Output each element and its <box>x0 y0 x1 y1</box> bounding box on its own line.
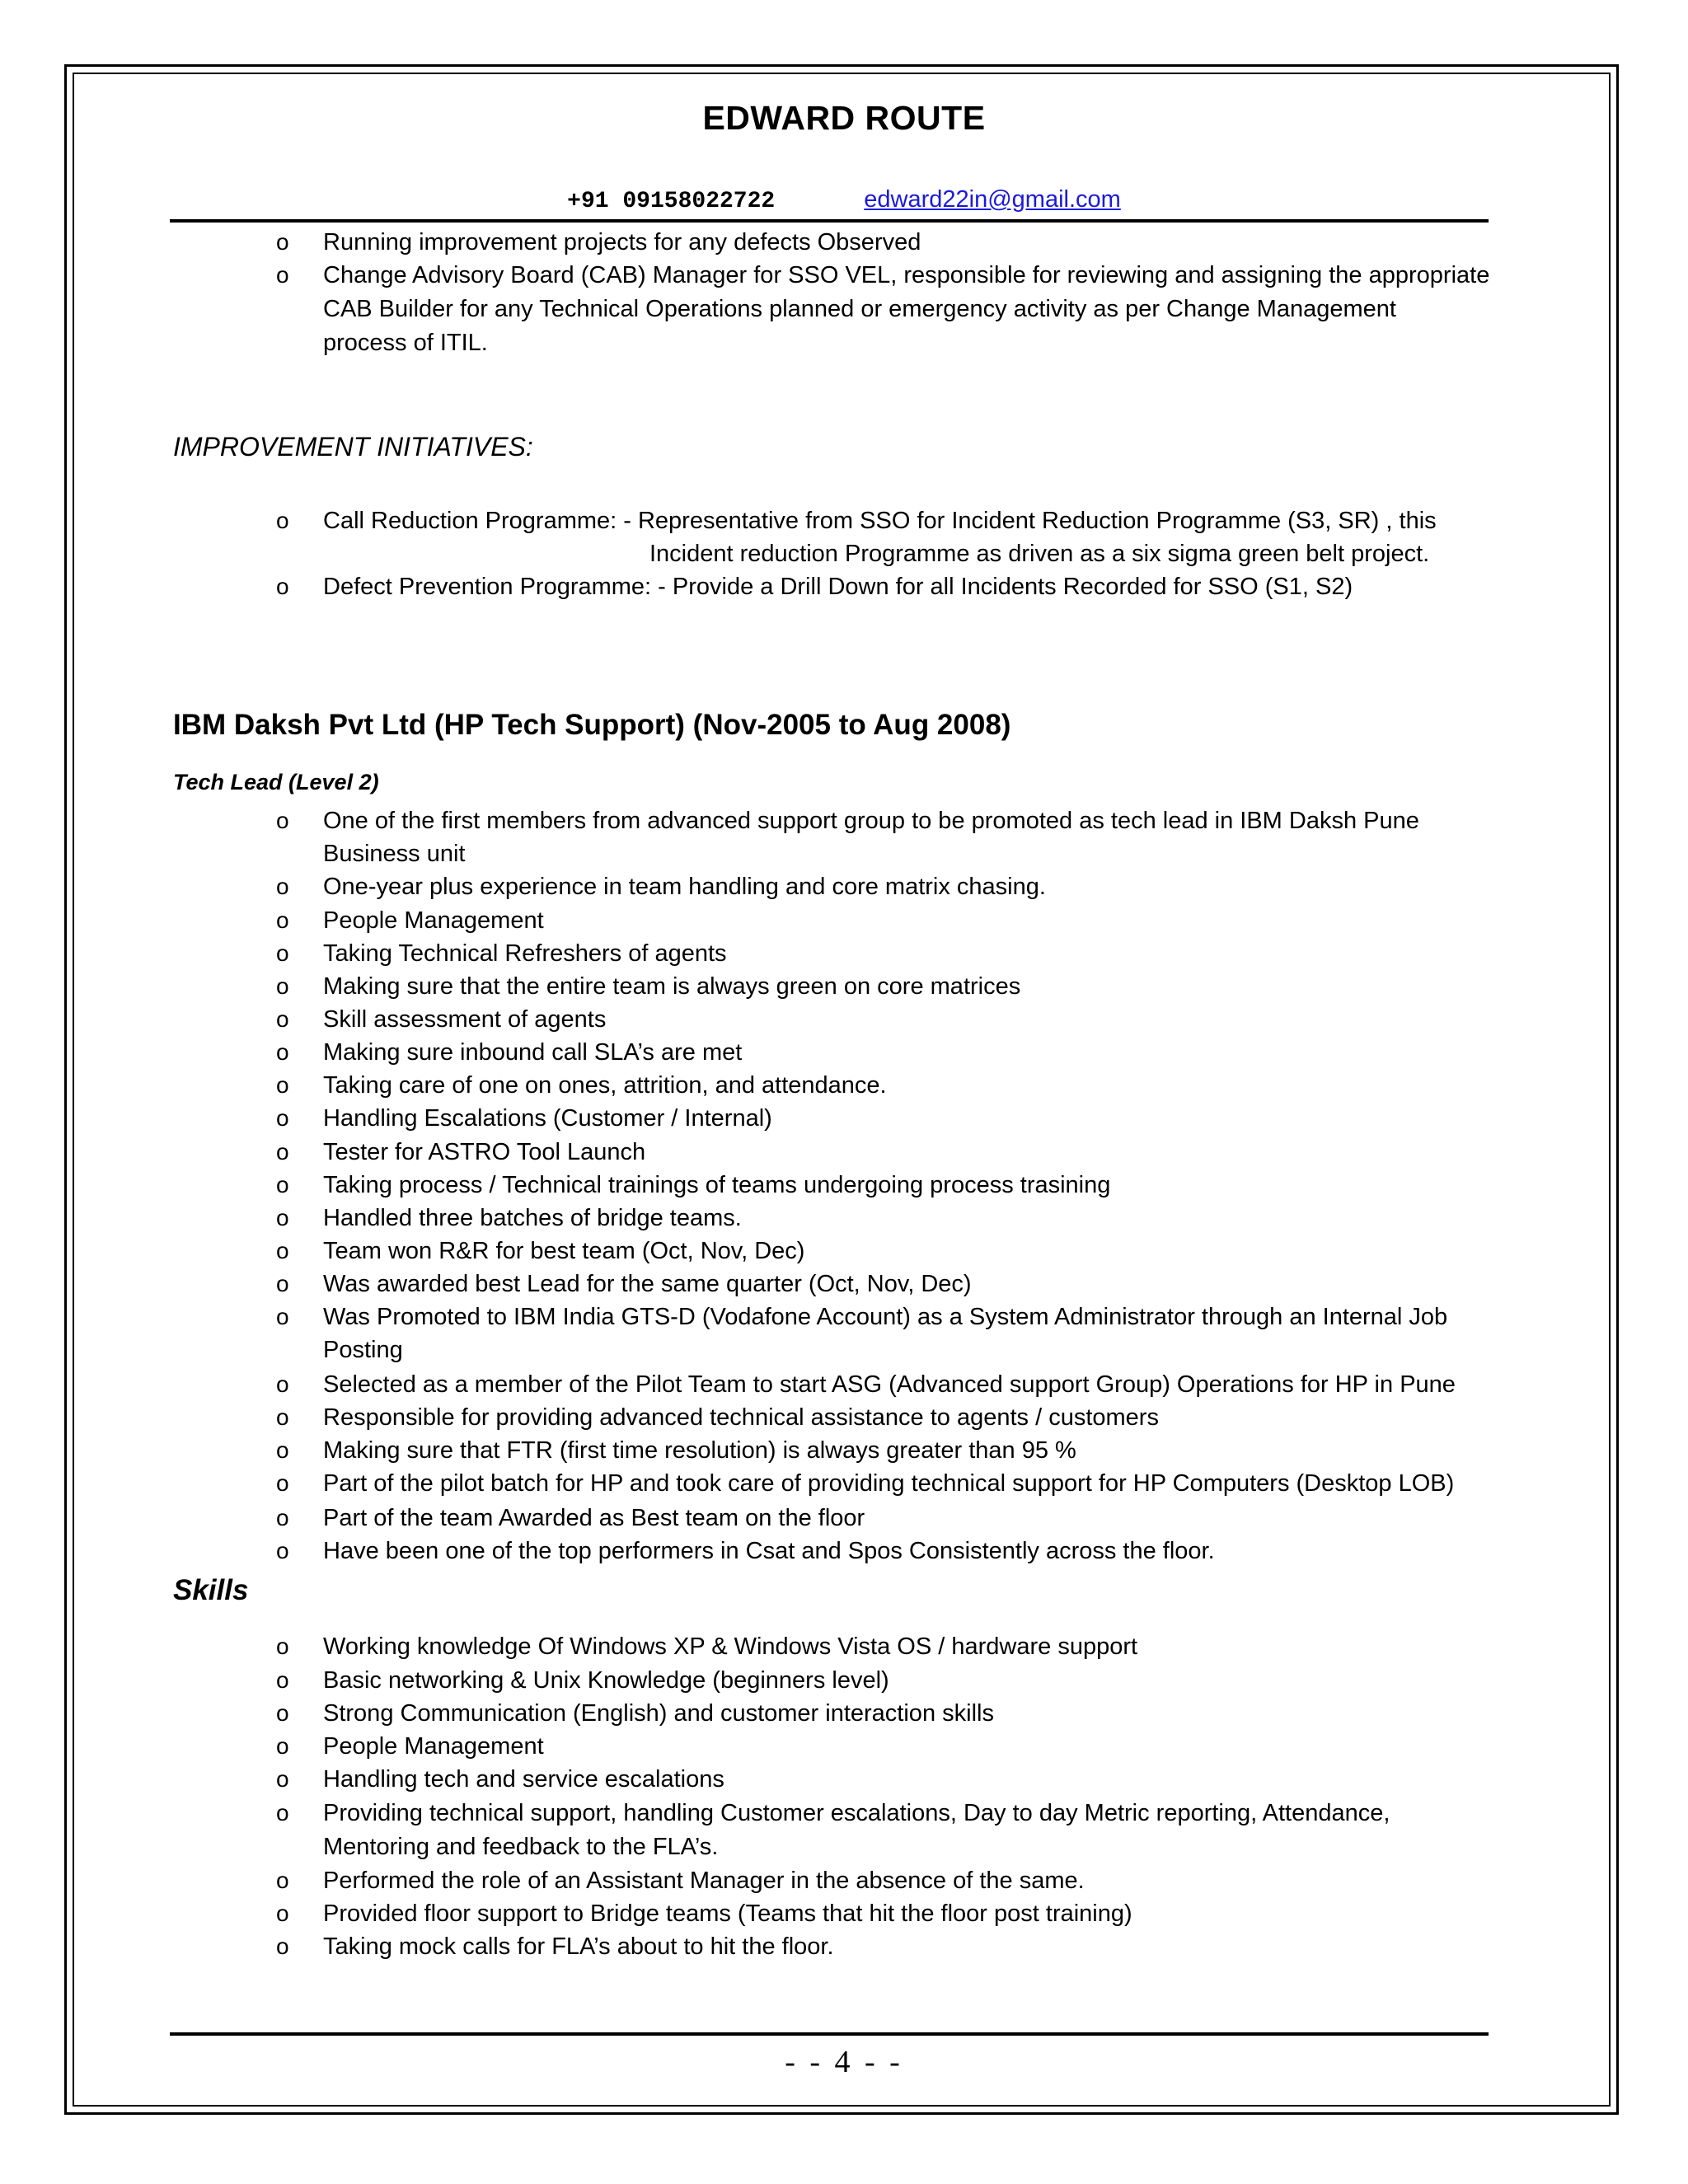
list-item-text: Taking care of one on ones, attrition, and attendance. <box>323 1072 887 1099</box>
bullet-marker: o <box>276 1238 289 1263</box>
list-item-text: Working knowledge Of Windows XP & Windows Vista OS / hardware support <box>323 1633 1138 1660</box>
bullet-marker: o <box>276 1868 289 1893</box>
skills-heading: Skills <box>173 1574 249 1606</box>
resume-name: EDWARD ROUTE <box>702 99 986 137</box>
list-item-text: Handling Escalations (Customer / Internal) <box>323 1105 772 1132</box>
bullet-marker: o <box>276 1139 289 1165</box>
bullet-marker: o <box>276 973 289 999</box>
list-item-text: CAB Builder for any Technical Operations planned or emergency activity as per Change Management <box>323 296 1396 322</box>
phone-number: +91 09158022722 <box>567 189 776 214</box>
bullet-marker: o <box>276 1072 289 1098</box>
bullet-marker: o <box>276 1800 289 1825</box>
list-item-text: Making sure inbound call SLA’s are met <box>323 1039 743 1066</box>
list-item-text: One of the first members from advanced support group to be promoted as tech lead in IBM Daksh Pune <box>323 808 1419 834</box>
bullet-marker: o <box>276 229 289 255</box>
bullet-marker: o <box>276 1006 289 1032</box>
list-item-text: People Management <box>323 1733 544 1760</box>
list-item-text: Business unit <box>323 841 466 867</box>
bullet-marker: o <box>276 1766 289 1792</box>
bullet-marker: o <box>276 1470 289 1496</box>
list-item-text: Posting <box>323 1337 403 1363</box>
company-heading: IBM Daksh Pvt Ltd (HP Tech Support) (Nov-2005 to Aug 2008) <box>173 709 1011 741</box>
list-item-text: Tester for ASTRO Tool Launch <box>323 1139 646 1165</box>
bullet-marker: o <box>276 1371 289 1397</box>
list-item-text: Strong Communication (English) and customer interaction skills <box>323 1700 994 1727</box>
header-rule <box>170 219 1489 223</box>
list-item-text: Was Promoted to IBM India GTS-D (Vodafone Account) as a System Administrator through an Internal Job <box>323 1304 1448 1330</box>
list-item-text: Basic networking & Unix Knowledge (beginners level) <box>323 1667 889 1694</box>
contact-line <box>0 186 1688 214</box>
list-item-text: Making sure that the entire team is always green on core matrices <box>323 973 1021 1000</box>
role-title: Tech Lead (Level 2) <box>173 770 379 794</box>
list-item-text: Selected as a member of the Pilot Team to start ASG (Advanced support Group) Operations for HP in Pune <box>323 1371 1456 1398</box>
list-item-text: Handling tech and service escalations <box>323 1766 724 1793</box>
list-item-text: Handled three batches of bridge teams. <box>323 1205 742 1231</box>
list-item-text: Provided floor support to Bridge teams (Teams that hit the floor post training) <box>323 1900 1132 1927</box>
bullet-marker: o <box>276 940 289 966</box>
bullet-marker: o <box>276 1304 289 1329</box>
list-item-text: Responsible for providing advanced technical assistance to agents / customers <box>323 1404 1159 1431</box>
bullet-marker: o <box>276 1633 289 1659</box>
list-item-text: Have been one of the top performers in Csat and Spos Consistently across the floor. <box>323 1538 1215 1564</box>
bullet-marker: o <box>276 1700 289 1726</box>
list-item-text: One-year plus experience in team handling and core matrix chasing. <box>323 874 1046 900</box>
list-item-text: People Management <box>323 907 544 934</box>
bullet-marker: o <box>276 907 289 933</box>
list-item-text: Running improvement projects for any defects Observed <box>323 229 921 255</box>
improvement-heading: IMPROVEMENT INITIATIVES: <box>173 432 533 462</box>
list-item-text: Making sure that FTR (first time resolution) is always greater than 95 % <box>323 1437 1076 1464</box>
bullet-marker: o <box>276 1667 289 1693</box>
email-link[interactable]: edward22in@gmail.com <box>864 186 1121 213</box>
list-item-text: Defect Prevention Programme: - Provide a Drill Down for all Incidents Recorded for SSO (S1, S2) <box>323 574 1353 600</box>
list-item-text: Taking mock calls for FLA’s about to hit the floor. <box>323 1933 834 1960</box>
bullet-marker: o <box>276 1205 289 1230</box>
bullet-marker: o <box>276 1172 289 1197</box>
list-item-text: Taking Technical Refreshers of agents <box>323 940 727 967</box>
list-item-text: Performed the role of an Assistant Manager in the absence of the same. <box>323 1868 1085 1894</box>
bullet-marker: o <box>276 574 289 599</box>
list-item-text: Team won R&R for best team (Oct, Nov, Dec) <box>323 1238 805 1264</box>
list-item-text: process of ITIL. <box>323 330 488 356</box>
bullet-marker: o <box>276 508 289 533</box>
list-item-text: Part of the team Awarded as Best team on the floor <box>323 1505 865 1531</box>
bullet-marker: o <box>276 1271 289 1296</box>
bullet-marker: o <box>276 1900 289 1926</box>
list-item-text: Was awarded best Lead for the same quarter (Oct, Nov, Dec) <box>323 1271 972 1297</box>
bullet-marker: o <box>276 1105 289 1131</box>
bullet-marker: o <box>276 1933 289 1959</box>
bullet-marker: o <box>276 808 289 833</box>
list-item-text: Call Reduction Programme: - Representative from SSO for Incident Reduction Programme (S3, SR) , this <box>323 508 1437 534</box>
bullet-marker: o <box>276 1404 289 1430</box>
list-item-text: Skill assessment of agents <box>323 1006 607 1033</box>
bullet-marker: o <box>276 874 289 899</box>
list-item-text: Change Advisory Board (CAB) Manager for SSO VEL, responsible for reviewing and assigning the appropriate <box>323 262 1490 288</box>
list-item-text: Providing technical support, handling Customer escalations, Day to day Metric reporting, Attendance, <box>323 1800 1390 1826</box>
list-item-text: Incident reduction Programme as driven as a six sigma green belt project. <box>649 541 1430 567</box>
bullet-marker: o <box>276 1437 289 1463</box>
bullet-marker: o <box>276 1039 289 1065</box>
bullet-marker: o <box>276 1505 289 1530</box>
list-item-text: Mentoring and feedback to the FLA’s. <box>323 1834 719 1860</box>
bullet-marker: o <box>276 1538 289 1563</box>
page-number: - - 4 - - <box>785 2045 903 2079</box>
list-item-text: Taking process / Technical trainings of teams undergoing process trasining <box>323 1172 1111 1198</box>
bullet-marker: o <box>276 262 289 288</box>
list-item-text: Part of the pilot batch for HP and took care of providing technical support for HP Computers (Desktop LOB) <box>323 1470 1455 1497</box>
footer-rule <box>170 2032 1489 2036</box>
bullet-marker: o <box>276 1733 289 1759</box>
